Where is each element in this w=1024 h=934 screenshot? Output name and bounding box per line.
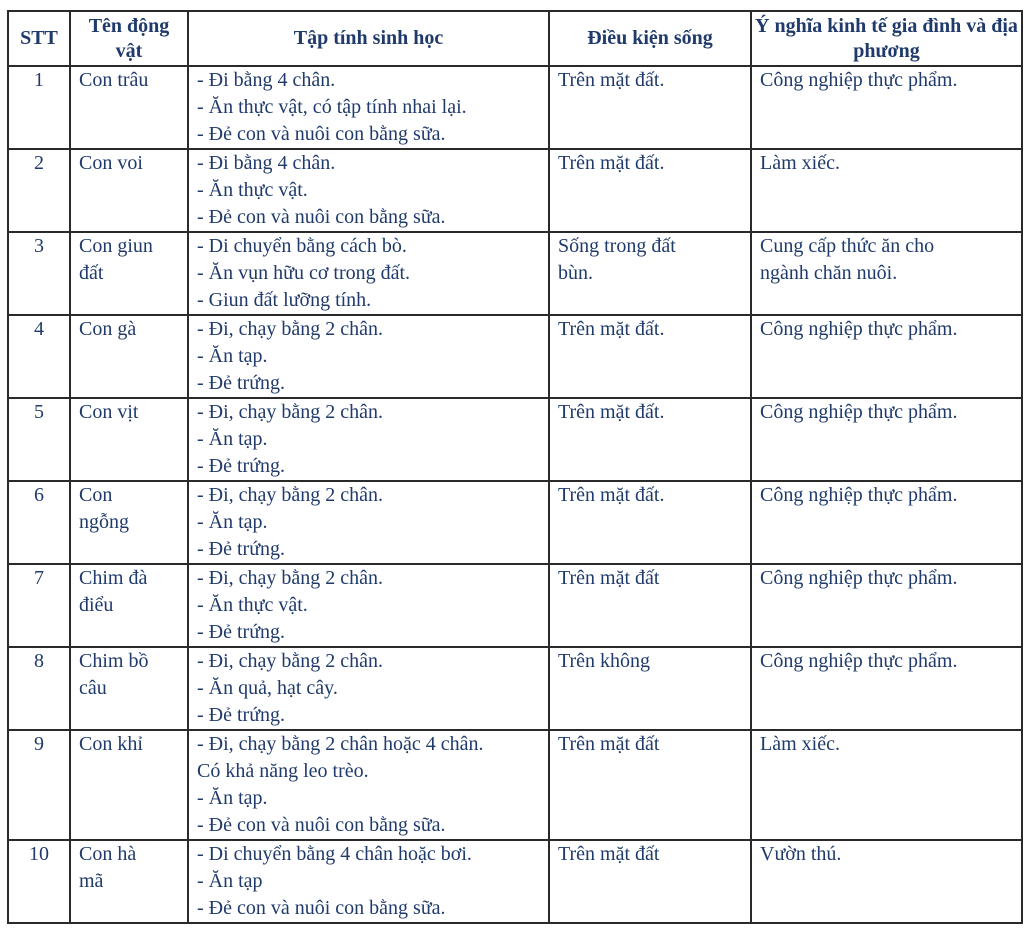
condition-cell — [549, 232, 751, 315]
meaning-cell-line: ngành chăn nuôi. — [760, 262, 898, 284]
animal-name-cell-line: Con vịt — [79, 401, 139, 423]
header-condition: Điều kiện sống — [549, 11, 751, 66]
habit-cell — [188, 315, 549, 398]
animal-name-cell-line: Con voi — [79, 152, 143, 174]
condition-cell-line: Trên mặt đất — [558, 733, 660, 755]
habit-cell — [188, 730, 549, 840]
animal-name-cell-line: Chim đà — [79, 567, 148, 589]
habit-cell-line: - Đẻ trứng. — [197, 372, 286, 394]
habit-cell-line: - Đi bằng 4 chân. — [197, 152, 336, 174]
habit-cell-line: - Ăn tạp. — [197, 345, 268, 367]
header-animal-name — [70, 11, 188, 66]
condition-cell — [549, 647, 751, 730]
condition-cell-line: Trên mặt đất. — [558, 69, 665, 91]
stt-cell: 9 — [8, 730, 70, 840]
habit-cell-line: - Ăn thực vật. — [197, 594, 308, 616]
habit-cell-line: - Đẻ con và nuôi con bằng sữa. — [197, 814, 446, 836]
animal-name-cell-line: Con trâu — [79, 69, 149, 91]
animal-name-cell — [70, 481, 188, 564]
habit-cell — [188, 66, 549, 149]
habit-cell-line: - Đẻ trứng. — [197, 621, 286, 643]
table-row — [8, 398, 1022, 481]
condition-cell — [549, 398, 751, 481]
habit-cell-line: - Ăn tạp. — [197, 511, 268, 533]
meaning-cell — [751, 149, 1022, 232]
habit-cell-line: - Đẻ trứng. — [197, 455, 286, 477]
animal-name-cell-line: Con giun — [79, 235, 153, 257]
header-habit: Tập tính sinh học — [188, 11, 549, 66]
meaning-cell-line: Công nghiệp thực phẩm. — [760, 484, 958, 506]
meaning-cell — [751, 481, 1022, 564]
habit-cell-line: - Đẻ con và nuôi con bằng sữa. — [197, 206, 446, 228]
animal-name-cell-line: ngỗng — [79, 511, 129, 533]
condition-cell — [549, 315, 751, 398]
animal-name-cell-line: Con hà — [79, 843, 137, 865]
condition-cell-line: bùn. — [558, 262, 593, 284]
meaning-cell-line: Vườn thú. — [760, 843, 842, 865]
animal-name-cell — [70, 647, 188, 730]
habit-cell — [188, 564, 549, 647]
stt-cell: 2 — [8, 149, 70, 232]
table-row — [8, 647, 1022, 730]
header-meaning — [751, 11, 1022, 66]
animal-name-cell-line: Con — [79, 484, 113, 506]
animal-name-cell — [70, 232, 188, 315]
habit-cell-line: - Ăn thực vật. — [197, 179, 308, 201]
animal-name-cell-line: mã — [79, 870, 104, 892]
condition-cell-line: Trên mặt đất. — [558, 484, 665, 506]
meaning-cell-line: Công nghiệp thực phẩm. — [760, 650, 958, 672]
habit-cell — [188, 840, 549, 923]
condition-cell-line: Trên mặt đất — [558, 843, 660, 865]
stt-cell: 10 — [8, 840, 70, 923]
animal-name-cell-line: câu — [79, 677, 107, 699]
stt-cell: 8 — [8, 647, 70, 730]
habit-cell-line: - Đi, chạy bằng 2 chân. — [197, 567, 384, 589]
meaning-cell-line: Làm xiếc. — [760, 152, 840, 174]
stt-cell: 6 — [8, 481, 70, 564]
stt-cell: 5 — [8, 398, 70, 481]
meaning-cell — [751, 232, 1022, 315]
habit-cell-line: - Đi, chạy bằng 2 chân. — [197, 484, 384, 506]
condition-cell-line: Trên mặt đất. — [558, 152, 665, 174]
habit-cell — [188, 647, 549, 730]
habit-cell-line: - Di chuyển bằng cách bò. — [197, 235, 407, 257]
stt-cell: 1 — [8, 66, 70, 149]
meaning-cell — [751, 840, 1022, 923]
animal-name-cell-line: điểu — [79, 594, 114, 616]
meaning-cell-line: Cung cấp thức ăn cho — [760, 235, 935, 257]
header-meaning-line: và địa phương — [853, 14, 1018, 62]
table-row — [8, 66, 1022, 149]
meaning-cell-line: Công nghiệp thực phẩm. — [760, 318, 958, 340]
condition-cell-line: Trên mặt đất. — [558, 401, 665, 423]
meaning-cell — [751, 66, 1022, 149]
header-animal-name-line: Tên động — [88, 14, 170, 37]
condition-cell — [549, 564, 751, 647]
habit-cell-line: - Đi bằng 4 chân. — [197, 69, 336, 91]
animal-name-cell — [70, 840, 188, 923]
meaning-cell — [751, 647, 1022, 730]
condition-cell — [549, 840, 751, 923]
table-row — [8, 730, 1022, 840]
habit-cell-line: - Ăn thực vật, có tập tính nhai lại. — [197, 96, 467, 118]
animal-table — [7, 10, 1023, 924]
table-row — [8, 481, 1022, 564]
animal-name-cell-line: Chim bồ — [79, 650, 149, 672]
condition-cell-line: Trên mặt đất. — [558, 318, 665, 340]
table-body — [8, 66, 1022, 923]
meaning-cell-line: Công nghiệp thực phẩm. — [760, 69, 958, 91]
habit-cell-line: - Ăn tạp. — [197, 428, 268, 450]
animal-name-cell — [70, 149, 188, 232]
habit-cell-line: - Đẻ con và nuôi con bằng sữa. — [197, 897, 446, 919]
stt-cell: 4 — [8, 315, 70, 398]
condition-cell — [549, 66, 751, 149]
animal-name-cell — [70, 398, 188, 481]
habit-cell — [188, 481, 549, 564]
habit-cell-line: - Đi, chạy bằng 2 chân hoặc 4 chân. — [197, 733, 484, 755]
habit-cell — [188, 398, 549, 481]
condition-cell-line: Sống trong đất — [558, 235, 676, 257]
table-row — [8, 315, 1022, 398]
habit-cell-line: - Ăn tạp. — [197, 787, 268, 809]
stt-cell: 7 — [8, 564, 70, 647]
condition-cell — [549, 730, 751, 840]
header-stt: STT — [8, 11, 70, 66]
animal-name-cell-line: Con gà — [79, 318, 137, 340]
animal-name-cell — [70, 315, 188, 398]
meaning-cell — [751, 730, 1022, 840]
habit-cell-line: - Di chuyển bằng 4 chân hoặc bơi. — [197, 843, 472, 865]
table-row — [8, 149, 1022, 232]
habit-cell-line: Có khả năng leo trèo. — [197, 760, 369, 782]
habit-cell-line: - Đi, chạy bằng 2 chân. — [197, 650, 384, 672]
table-row — [8, 840, 1022, 923]
meaning-cell — [751, 564, 1022, 647]
habit-cell-line: - Ăn vụn hữu cơ trong đất. — [197, 262, 411, 284]
condition-cell-line: Trên không — [558, 650, 651, 672]
table-header-row — [8, 11, 1022, 66]
meaning-cell — [751, 315, 1022, 398]
condition-cell — [549, 149, 751, 232]
meaning-cell-line: Làm xiếc. — [760, 733, 840, 755]
meaning-cell-line: Công nghiệp thực phẩm. — [760, 401, 958, 423]
animal-name-cell — [70, 66, 188, 149]
habit-cell-line: - Ăn quả, hạt cây. — [197, 677, 338, 699]
habit-cell-line: - Ăn tạp — [197, 870, 263, 892]
habit-cell-line: - Đi, chạy bằng 2 chân. — [197, 401, 384, 423]
header-animal-name-line: vật — [115, 39, 143, 62]
habit-cell — [188, 232, 549, 315]
condition-cell — [549, 481, 751, 564]
habit-cell — [188, 149, 549, 232]
habit-cell-line: - Đẻ con và nuôi con bằng sữa. — [197, 123, 446, 145]
habit-cell-line: - Đi, chạy bằng 2 chân. — [197, 318, 384, 340]
table-row — [8, 564, 1022, 647]
meaning-cell — [751, 398, 1022, 481]
habit-cell-line: - Đẻ trứng. — [197, 538, 286, 560]
animal-name-cell-line: Con khỉ — [79, 733, 143, 755]
stt-cell: 3 — [8, 232, 70, 315]
table-row — [8, 232, 1022, 315]
condition-cell-line: Trên mặt đất — [558, 567, 660, 589]
animal-name-cell-line: đất — [79, 262, 104, 284]
habit-cell-line: - Đẻ trứng. — [197, 704, 286, 726]
meaning-cell-line: Công nghiệp thực phẩm. — [760, 567, 958, 589]
habit-cell-line: - Giun đất lưỡng tính. — [197, 289, 372, 311]
animal-name-cell — [70, 730, 188, 840]
animal-name-cell — [70, 564, 188, 647]
header-meaning-line: Ý nghĩa kinh tế gia đình — [755, 14, 962, 37]
